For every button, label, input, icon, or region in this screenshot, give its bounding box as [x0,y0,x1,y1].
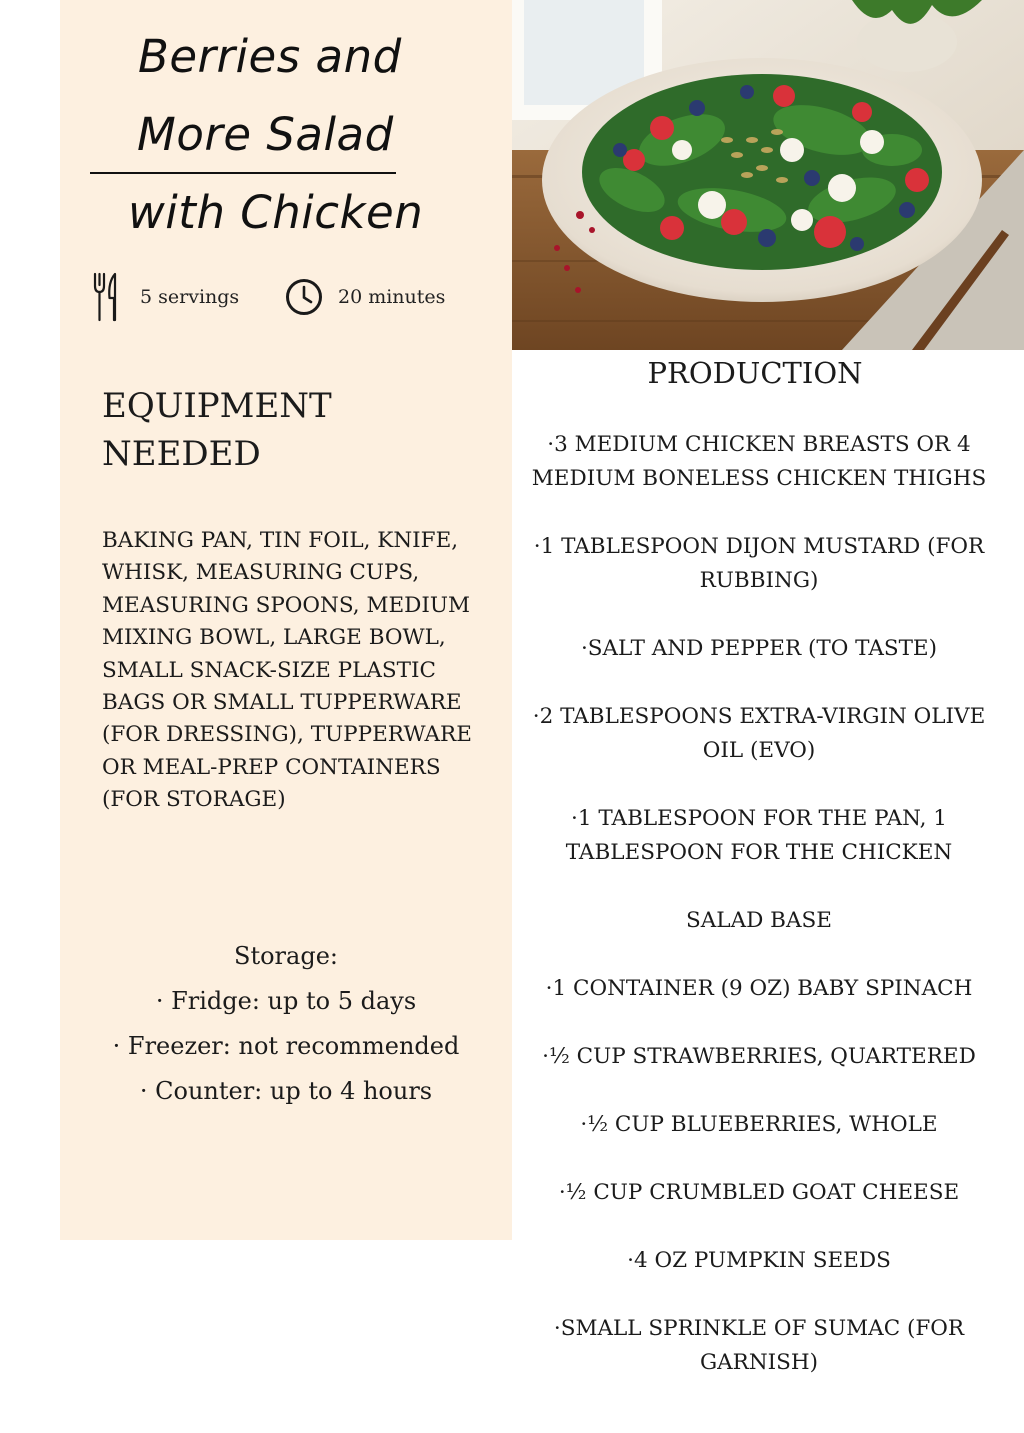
recipe-title-line-2: More Salad [137,108,394,161]
time-text: 20 minutes [338,286,446,308]
ingredient-item: ·1 TABLESPOON DIJON MUSTARD (FOR RUBBING) [533,534,985,593]
ingredient-item: ·1 TABLESPOON FOR THE PAN, 1 TABLESPOON FOR THE CHICKEN [565,806,953,865]
storage-fridge: · Fridge: up to 5 days [155,987,417,1015]
storage-counter: · Counter: up to 4 hours [139,1077,433,1105]
ingredient-item: ·1 CONTAINER (9 OZ) BABY SPINACH [545,976,973,1001]
left-panel [60,0,512,1240]
ingredient-item: ·3 MEDIUM CHICKEN BREASTS OR 4 MEDIUM BONELESS CHICKEN THIGHS [531,432,987,491]
ingredient-item: ·4 OZ PUMPKIN SEEDS [627,1248,891,1273]
title-divider [90,172,396,174]
ingredient-list [522,428,996,1414]
storage-freezer: · Freezer: not recommended [112,1032,460,1060]
equipment-heading: EQUIPMENT NEEDED [102,386,332,474]
ingredient-item: ·½ CUP BLUEBERRIES, WHOLE [580,1112,938,1137]
servings-text: 5 servings [140,286,240,308]
recipe-title-line-3: with Chicken [128,186,424,239]
fork-knife-icon [93,272,119,324]
storage-section [60,938,512,1118]
salad-base-heading: SALAD BASE [686,908,832,933]
ingredient-item: ·SALT AND PEPPER (TO TASTE) [580,636,938,661]
storage-heading: Storage: [234,942,338,970]
recipe-title-line-1: Berries and [138,30,402,83]
ingredient-item: ·2 TABLESPOONS EXTRA-VIRGIN OLIVE OIL (EVO) [532,704,986,763]
ingredient-item: ·SMALL SPRINKLE OF SUMAC (FOR GARNISH) [553,1316,965,1375]
ingredient-item: ·½ CUP CRUMBLED GOAT CHEESE [558,1180,960,1205]
clock-icon [285,278,323,316]
equipment-text: BAKING PAN, TIN FOIL, KNIFE, WHISK, MEASURING CUPS, MEASURING SPOONS, MEDIUM MIXING BOWL, LARGE BOWL, SMALL SNACK-SIZE PLASTIC BAGS OR SMALL TUPPERWARE (FOR DRESSING), TUPPERWARE OR MEAL-PREP CONTAINERS (FOR STORAGE) [102,528,472,813]
production-heading: PRODUCTION [647,356,863,390]
ingredient-item: ·½ CUP STRAWBERRIES, QUARTERED [542,1044,976,1069]
salad-photo [512,0,1024,350]
